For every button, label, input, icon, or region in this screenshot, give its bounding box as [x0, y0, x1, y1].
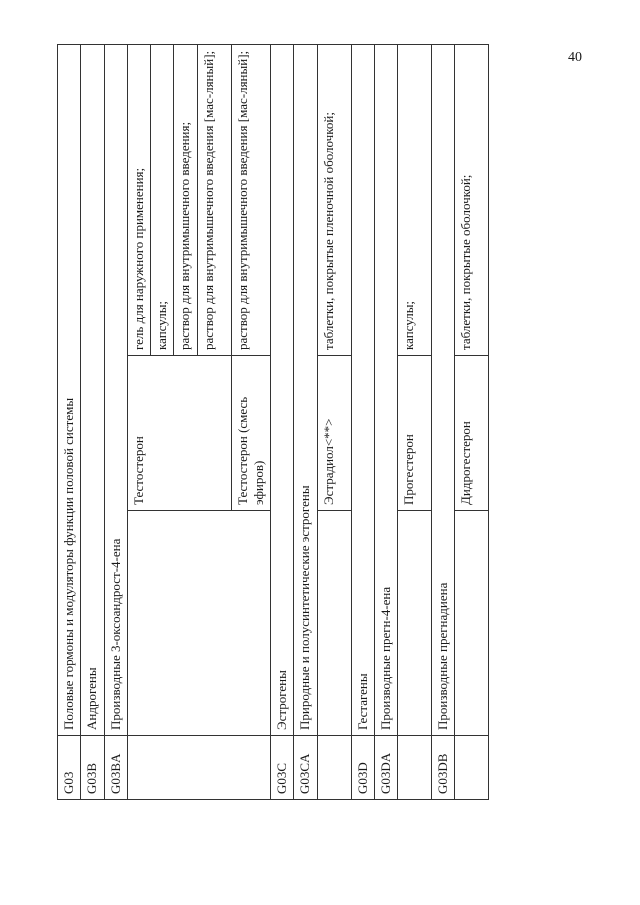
dosage-form: капсулы;: [398, 45, 432, 356]
rotated-page-content: [57, 45, 613, 800]
table-row: [351, 45, 374, 800]
atc-code: G03BA: [104, 736, 127, 800]
dosage-form: раствор для внутримышечного введения;: [174, 45, 197, 356]
atc-code: G03C: [271, 736, 294, 800]
dosage-form: раствор для внутримышечного введения [мас-ляный];: [231, 45, 271, 356]
dosage-form: гель для наружного применения;: [127, 45, 150, 356]
dosage-form: раствор для внутримышечного введения [мас-ляный];: [197, 45, 231, 356]
table-row: [374, 45, 397, 800]
table-row: [58, 45, 81, 800]
page-number: 40: [568, 50, 582, 65]
atc-code: G03D: [351, 736, 374, 800]
group-name: Эстрогены: [271, 45, 294, 736]
empty-code-cell: [398, 736, 432, 800]
empty-code-cell: [127, 736, 270, 800]
empty-group-cell: [127, 511, 270, 736]
table-row: [294, 45, 317, 800]
group-name: Производные прегнадиена: [432, 45, 455, 736]
group-name: Половые гормоны и модуляторы функции половой системы: [58, 45, 81, 736]
atc-code: G03CA: [294, 736, 317, 800]
table-row: [432, 45, 455, 800]
table-row: [455, 45, 489, 800]
group-name: Природные и полусинтетические эстрогены: [294, 45, 317, 736]
group-name: Производные 3-оксоандрост-4-ена: [104, 45, 127, 736]
drug-name: Тестостерон (смесь эфиров): [231, 356, 271, 511]
drug-name: Прогестерон: [398, 356, 432, 511]
table-row: [398, 45, 432, 800]
empty-group-cell: [398, 511, 432, 736]
atc-code: G03DA: [374, 736, 397, 800]
empty-group-cell: [455, 511, 489, 736]
drug-name: Дидрогестерон: [455, 356, 489, 511]
table-row: [104, 45, 127, 800]
medication-table: [57, 44, 489, 800]
empty-code-cell: [455, 736, 489, 800]
table-row: [271, 45, 294, 800]
group-name: Производные прегн-4-ена: [374, 45, 397, 736]
atc-code: G03: [58, 736, 81, 800]
group-name: Андрогены: [81, 45, 104, 736]
drug-name: Тестостерон: [127, 356, 231, 511]
atc-code: G03DB: [432, 736, 455, 800]
empty-code-cell: [317, 736, 351, 800]
empty-group-cell: [317, 511, 351, 736]
dosage-form: таблетки, покрытые пленочной оболочкой;: [317, 45, 351, 356]
dosage-form: капсулы;: [151, 45, 174, 356]
group-name: Гестагены: [351, 45, 374, 736]
dosage-form: таблетки, покрытые оболочкой;: [455, 45, 489, 356]
table-row: [127, 45, 150, 800]
table-row: [317, 45, 351, 800]
table-row: [81, 45, 104, 800]
atc-code: G03B: [81, 736, 104, 800]
drug-name: Эстрадиол<**>: [317, 356, 351, 511]
